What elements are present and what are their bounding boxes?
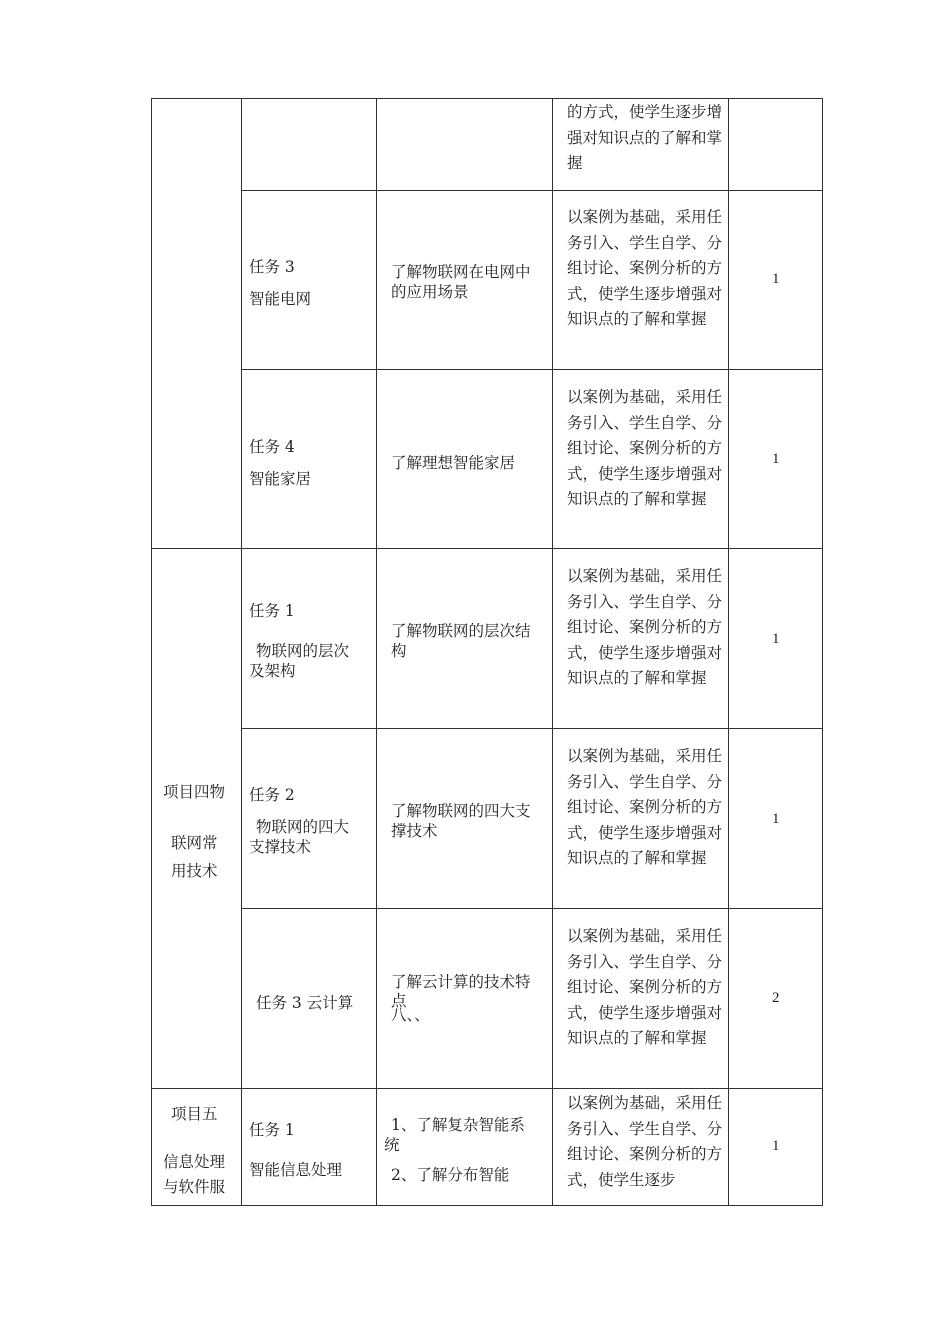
task-name: 智能家居 [249, 470, 312, 488]
task-name: 及架构 [249, 662, 296, 680]
method-text: 以案例为基础，采用任务引入、学生自学、分组讨论、案例分析的方式，使学生逐步增强对知识点的了解和掌握 [567, 567, 723, 687]
method-text: 以案例为基础，采用任务引入、学生自学、分组讨论、案例分析的方式，使学生逐步增强对知识点的了解和掌握 [567, 388, 723, 508]
project-title: 项目五 [171, 1105, 218, 1123]
task-name: 智能电网 [249, 290, 312, 308]
task-number: 任务 4 [249, 438, 295, 456]
hours-value: 1 [772, 631, 780, 647]
task-number: 任务 1 [249, 602, 295, 620]
goal-text: 八、、 [391, 1006, 430, 1024]
method-text: 的方式，使学生逐步增强对知识点的了解和掌握 [567, 103, 723, 172]
method-text: 以案例为基础，采用任务引入、学生自学、分组讨论、案例分析的方式，使学生逐步增强对知识点的了解和掌握 [567, 208, 723, 328]
project-title: 信息处理 [163, 1153, 226, 1171]
hours-value: 1 [772, 1138, 780, 1154]
hours-value: 2 [772, 990, 780, 1006]
goal-text: 的应用场景 [391, 283, 469, 301]
hours-value: 1 [772, 811, 780, 827]
goal-text: 了解物联网在电网中 [391, 263, 531, 281]
project-title: 用技术 [171, 862, 218, 880]
method-text: 以案例为基础，采用任务引入、学生自学、分组讨论、案例分析的方式，使学生逐步增强对知识点的了解和掌握 [567, 927, 723, 1047]
method-clip [553, 1090, 727, 1204]
project-title: 联网常 [171, 834, 218, 852]
project-title: 与软件服 [163, 1178, 226, 1196]
project-title: 项目四物 [163, 783, 226, 801]
task-number: 任务 1 [249, 1121, 295, 1139]
task-name: 智能信息处理 [249, 1161, 343, 1179]
goal-text: 了解物联网的层次结 [391, 622, 531, 640]
task-number: 任务 3 [249, 258, 295, 276]
task-name: 物联网的层次 [256, 642, 350, 660]
hours-value: 1 [772, 451, 780, 467]
goal-text: 撑技术 [391, 822, 438, 840]
hours-value: 1 [772, 271, 780, 287]
goal-text: 2、了解分布智能 [391, 1166, 510, 1184]
goal-text: 了解物联网的四大支 [391, 802, 531, 820]
task-name: 物联网的四大 [256, 818, 350, 836]
task-name: 任务 3 云计算 [256, 994, 354, 1012]
task-name: 支撑技术 [249, 838, 312, 856]
goal-text: 了解理想智能家居 [391, 454, 516, 472]
goal-text: 点 [391, 992, 407, 1010]
task-number: 任务 2 [249, 786, 295, 804]
goal-text: 统 [384, 1136, 400, 1154]
goal-text: 构 [391, 642, 407, 660]
goal-text: 了解云计算的技术特 [391, 973, 531, 991]
method-text: 以案例为基础，采用任务引入、学生自学、分组讨论、案例分析的方式，使学生逐步 [567, 1094, 723, 1189]
goal-text: 1、了解复杂智能系 [391, 1116, 525, 1134]
method-text: 以案例为基础，采用任务引入、学生自学、分组讨论、案例分析的方式，使学生逐步增强对知识点的了解和掌握 [567, 747, 723, 867]
